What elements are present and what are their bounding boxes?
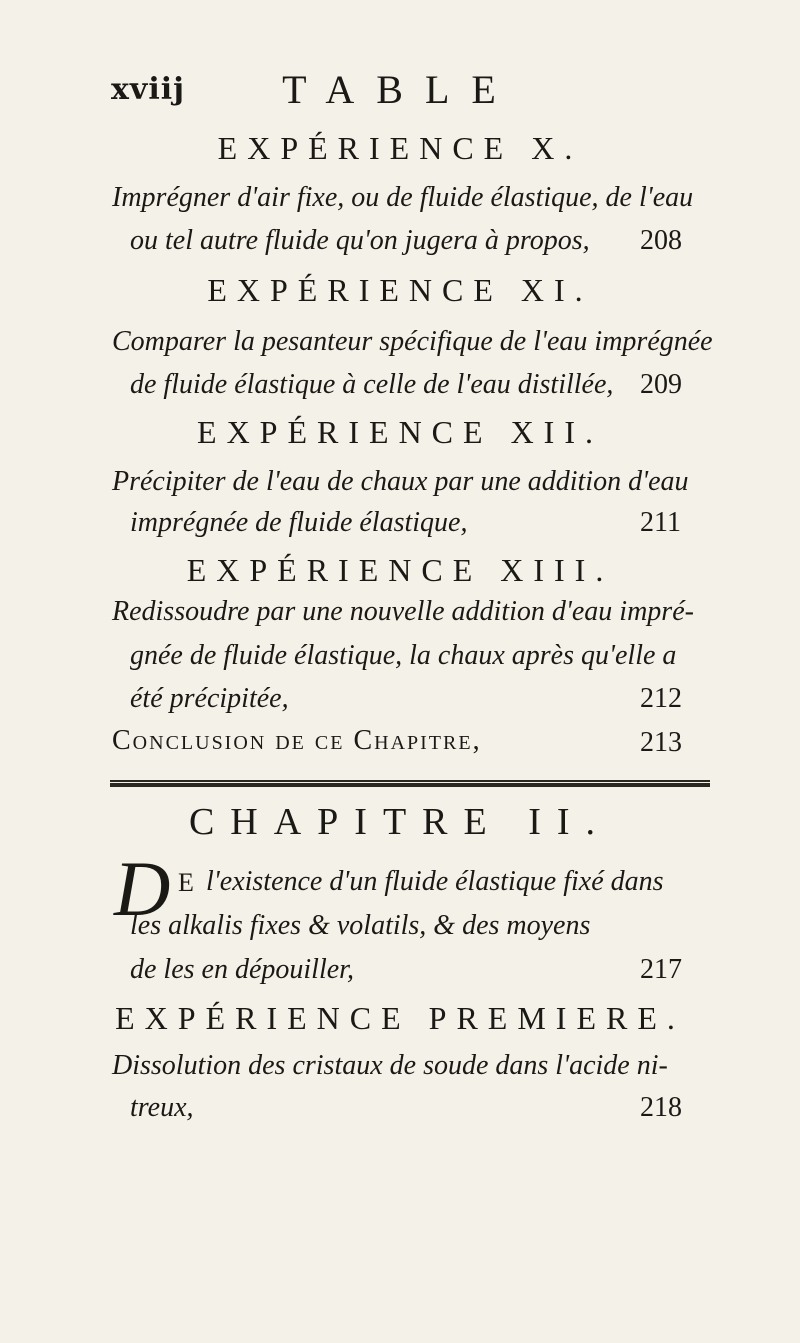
entry-line: ou tel autre fluide qu'on jugera à propos,: [130, 225, 590, 256]
entry-line: imprégnée de fluide élastique,: [130, 507, 468, 538]
entry-line: Dissolution des cristaux de soude dans l'acide ni-: [112, 1050, 668, 1081]
experience-heading: EXPÉRIENCE XII.: [197, 414, 603, 450]
entry-line: gnée de fluide élastique, la chaux après qu'elle a: [130, 640, 677, 671]
chapter-title: CHAPITRE II.: [188, 801, 612, 843]
entry-line: été précipitée,: [130, 683, 289, 714]
chapter-page-number: 217: [640, 954, 682, 985]
chapter-line: de les en dépouiller,: [130, 954, 354, 985]
conclusion-line: Conclusion de ce Chapitre,: [112, 725, 482, 756]
experience-heading: EXPÉRIENCE XIII.: [186, 552, 614, 588]
chapter-line: l'existence d'un fluide élastique fixé dans: [206, 866, 664, 897]
entry-line: de fluide élastique à celle de l'eau distillée,: [130, 369, 614, 400]
entry-line: Imprégner d'air fixe, ou de fluide élastique, de l'eau: [112, 182, 694, 213]
chapter-line: les alkalis fixes & volatils, & des moyens: [130, 910, 591, 941]
entry-page-number: 218: [640, 1092, 682, 1123]
running-title: TABLE: [282, 67, 518, 112]
experience-heading: EXPÉRIENCE XI.: [207, 272, 593, 308]
entry-page-number: 211: [640, 507, 681, 538]
page-number: xviij: [111, 72, 185, 107]
entry-page-number: 209: [640, 369, 682, 400]
entry-line: Précipiter de l'eau de chaux par une addition d'eau: [112, 466, 689, 497]
drop-cap-continuation: E: [178, 868, 196, 897]
section-rule: [110, 780, 710, 787]
conclusion-page-number: 213: [640, 727, 682, 758]
drop-cap: D: [114, 845, 171, 932]
entry-line: treux,: [130, 1092, 194, 1123]
entry-line: Redissoudre par une nouvelle addition d'eau impré-: [112, 596, 694, 627]
entry-page-number: 208: [640, 225, 682, 256]
entry-page-number: 212: [640, 683, 682, 714]
entry-line: Comparer la pesanteur spécifique de l'eau imprégnée: [112, 326, 713, 357]
experience-heading: EXPÉRIENCE X.: [217, 130, 583, 166]
experience-heading: EXPÉRIENCE PREMIERE.: [115, 1000, 685, 1036]
